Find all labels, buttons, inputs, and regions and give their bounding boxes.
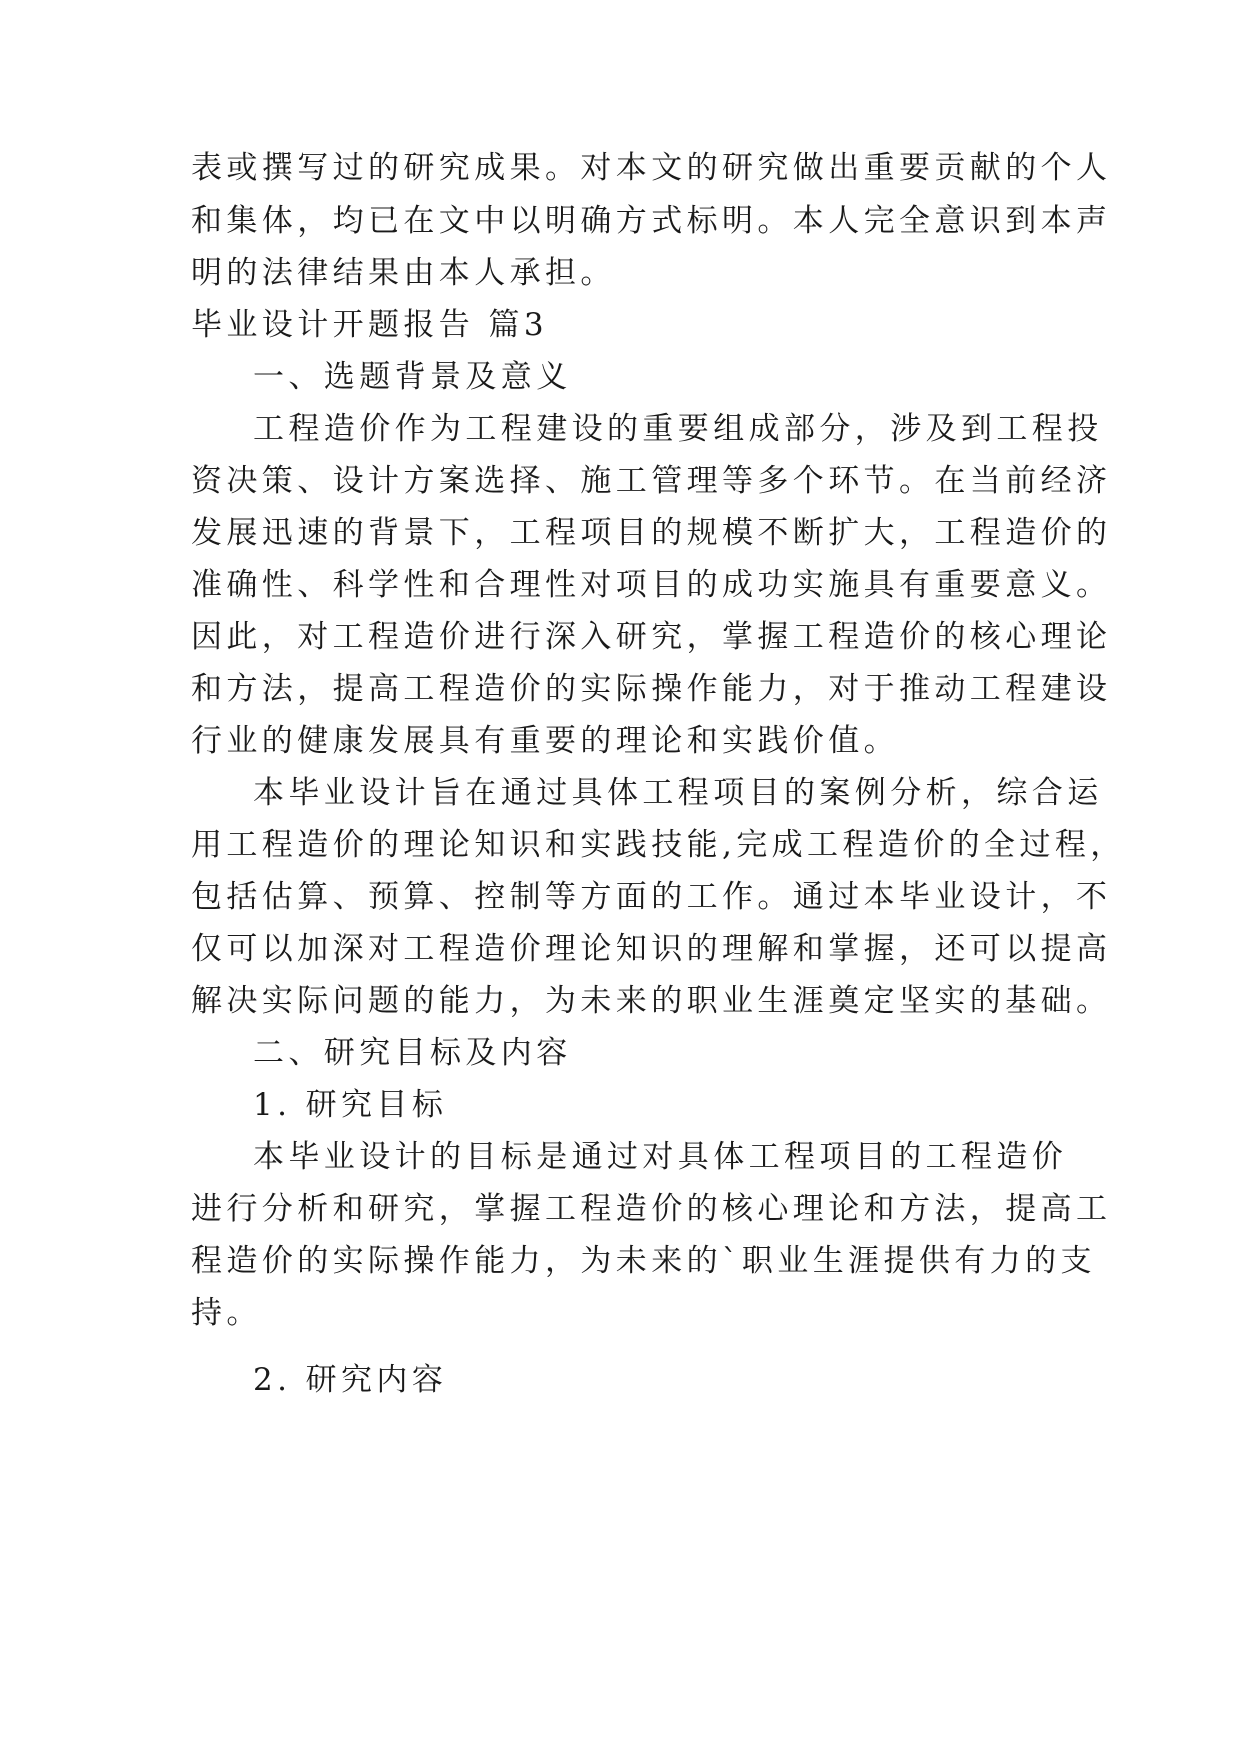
paragraph-line: 和集体，均已在文中以明确方式标明。本人完全意识到本声: [191, 203, 1112, 239]
paragraph-line: 本毕业设计旨在通过具体工程项目的案例分析，综合运: [253, 775, 1103, 811]
paragraph-line: 程造价的实际操作能力，为未来的`职业生涯提供有力的支: [191, 1243, 1096, 1279]
paragraph-line: 行业的健康发展具有重要的理论和实践价值。: [191, 723, 899, 759]
subheading-content: 2. 研究内容: [253, 1362, 448, 1398]
paragraph-line: 本毕业设计的目标是通过对具体工程项目的工程造价: [253, 1139, 1068, 1175]
paragraph-line: 包括估算、预算、控制等方面的工作。通过本毕业设计，不: [191, 879, 1112, 915]
paragraph-line: 用工程造价的理论知识和实践技能,完成工程造价的全过程，: [191, 827, 1126, 863]
heading-background: 一、选题背景及意义: [253, 359, 572, 395]
paragraph-line: 解决实际问题的能力，为未来的职业生涯奠定坚实的基础。: [191, 983, 1112, 1019]
paragraph-line: 资决策、设计方案选择、施工管理等多个环节。在当前经济: [191, 463, 1112, 499]
paragraph-line: 准确性、科学性和合理性对项目的成功实施具有重要意义。: [191, 567, 1112, 603]
section-title: 毕业设计开题报告 篇3: [191, 307, 548, 343]
paragraph-line: 工程造价作为工程建设的重要组成部分，涉及到工程投: [253, 411, 1103, 447]
paragraph-line: 明的法律结果由本人承担。: [191, 255, 616, 291]
paragraph-line: 仅可以加深对工程造价理论知识的理解和掌握，还可以提高: [191, 931, 1112, 967]
paragraph-line: 持。: [191, 1295, 262, 1331]
paragraph-line: 因此，对工程造价进行深入研究，掌握工程造价的核心理论: [191, 619, 1112, 655]
subheading-goals: 1. 研究目标: [253, 1087, 448, 1123]
paragraph-line: 发展迅速的背景下，工程项目的规模不断扩大，工程造价的: [191, 515, 1112, 551]
paragraph-line: 表或撰写过的研究成果。对本文的研究做出重要贡献的个人: [191, 150, 1112, 186]
heading-goals-content: 二、研究目标及内容: [253, 1035, 572, 1071]
paragraph-line: 进行分析和研究，掌握工程造价的核心理论和方法，提高工: [191, 1191, 1112, 1227]
paragraph-line: 和方法，提高工程造价的实际操作能力，对于推动工程建设: [191, 671, 1112, 707]
